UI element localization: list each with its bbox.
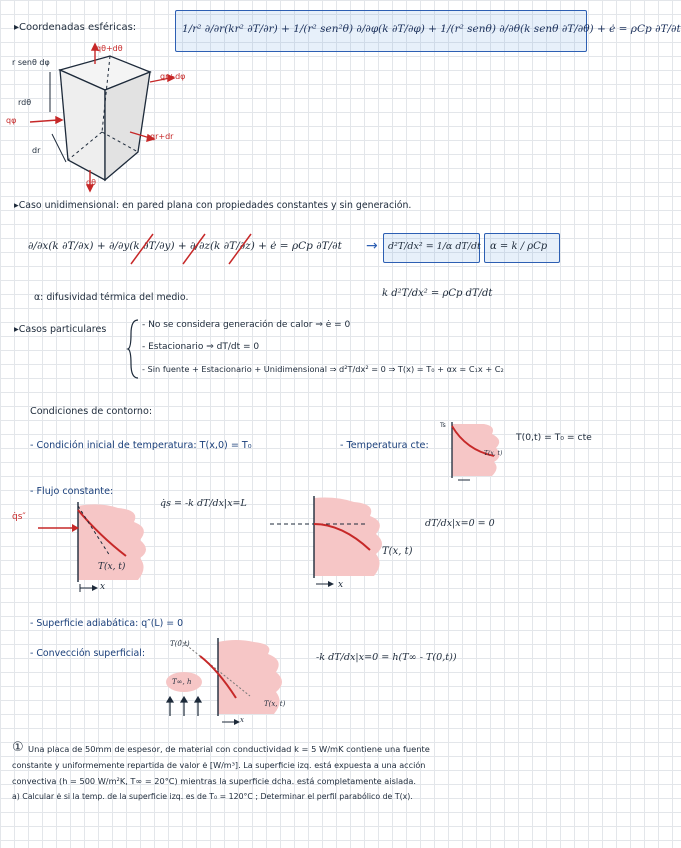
adiabatic-label: - Superficie adiabática: q″(L) = 0 bbox=[30, 618, 184, 629]
brace bbox=[128, 318, 140, 380]
problem-text-4: a) Calcular ė si la temp. de la superficie izq. es de T₀ = 120°C ; Determinar el perfil parabólico de T(x). bbox=[12, 792, 413, 801]
alpha-text: α: difusividad térmica del medio. bbox=[34, 292, 189, 303]
one-d-equation-full: ∂/∂x(k ∂T/∂x) + ∂/∂y(k ∂T/∂y) + ∂/∂z(k ∂T/∂z) + ė = ρCp ∂T/∂t bbox=[28, 240, 342, 252]
particular-item-1: - No se considera generación de calor ⇒ ė = 0 bbox=[142, 320, 351, 330]
label-q-theta-dtheta: qθ+dθ bbox=[96, 44, 123, 53]
label-r-dtheta: rdθ bbox=[18, 98, 32, 107]
problem-text-2: constante y uniformemente repartida de valor ė [W/m³]. La superficie izq. está expuesta a una acción bbox=[12, 760, 426, 770]
k-equation: k d²T/dx² = ρCp dT/dt bbox=[382, 288, 493, 299]
label-q-theta: qθ bbox=[86, 178, 96, 187]
particular-item-3: - Sin fuente + Estacionario + Unidimensional ⇒ d²T/dx² = 0 ⇒ T(x) = T₀ + αx = C₁x + C₂ bbox=[142, 364, 504, 374]
boundary-title: Condiciones de contorno: bbox=[30, 406, 153, 417]
alpha-def: α = k / ρCp bbox=[490, 241, 548, 252]
spherical-equation-box bbox=[175, 10, 681, 52]
problem-text-3: convectiva (h = 500 W/m²K, T∞ = 20°C) mientras la superficie dcha. está completamente aislada. bbox=[12, 776, 416, 786]
problem-number: ① bbox=[12, 740, 24, 755]
tinf-label: T∞, h bbox=[172, 678, 192, 686]
flux-equation: q̇s = -k dT/dx|x=L bbox=[160, 498, 247, 509]
particular-item-2: - Estacionario ⇒ dT/dt = 0 bbox=[142, 342, 260, 352]
symmetry-x-label: x bbox=[338, 580, 344, 590]
label-dr: dr bbox=[32, 146, 41, 155]
convection-txt-label: T(x, t) bbox=[264, 700, 286, 708]
alpha-def-box bbox=[484, 233, 560, 263]
ts-label: Ts bbox=[440, 422, 446, 429]
initial-condition: - Condición inicial de temperatura: T(x,0) = T₀ bbox=[30, 440, 252, 451]
convection-label: - Convección superficial: bbox=[30, 648, 146, 659]
const-temp-equation: T(0,t) = T₀ = cte bbox=[516, 432, 592, 443]
flux-label: - Flujo constante: bbox=[30, 486, 114, 497]
flux-q-label: q̇s″ bbox=[12, 512, 26, 522]
problem-text-1: Una placa de 50mm de espesor, de material con conductividad k = 5 W/mK contiene una fuente bbox=[28, 744, 430, 754]
label-q-r-dphi: qr+dφ bbox=[160, 72, 186, 81]
const-temp-label: - Temperatura cte: bbox=[340, 440, 429, 451]
label-r-sen-theta-dphi: r senθ dφ bbox=[12, 58, 50, 67]
spherical-title: ▸ Coordenadas esféricas: bbox=[14, 22, 136, 33]
spherical-equation: 1/r² ∂/∂r(kr² ∂T/∂r) + 1/(r² sen²θ) ∂/∂φ(k ∂T/∂φ) + 1/(r² senθ) ∂/∂θ(k senθ ∂T/∂θ) + ė = ρCp ∂T/∂t bbox=[182, 23, 681, 35]
symmetry-txt-label: T(x, t) bbox=[382, 546, 413, 557]
one-d-title: ▸ Caso unidimensional: en pared plana con propiedades constantes y sin generación. bbox=[14, 200, 411, 211]
flux-x-label: x bbox=[100, 582, 106, 592]
one-d-reduced-box bbox=[383, 233, 480, 263]
convection-x-label: x bbox=[240, 716, 244, 724]
one-d-arrow: → bbox=[366, 238, 378, 254]
symmetry-diagram bbox=[270, 494, 400, 590]
const-temp-txt-label: T(x, t) bbox=[484, 450, 503, 457]
particular-title: ▸ Casos particulares bbox=[14, 324, 106, 335]
t0-label: T(0,t) bbox=[170, 640, 190, 648]
flux-zero-equation: dT/dx|x=0 = 0 bbox=[425, 518, 495, 529]
flux-diagram bbox=[30, 500, 160, 600]
flux-txt-label: T(x, t) bbox=[98, 562, 126, 572]
label-q-r-dr: qr+dr bbox=[150, 132, 174, 141]
strike-marks bbox=[125, 230, 285, 268]
convection-equation: -k dT/dx|x=0 = h(T∞ - T(0,t)) bbox=[316, 652, 457, 663]
one-d-equation-reduced: d²T/dx² = 1/α dT/dt bbox=[388, 241, 481, 252]
label-q-phi: qφ bbox=[6, 116, 17, 125]
